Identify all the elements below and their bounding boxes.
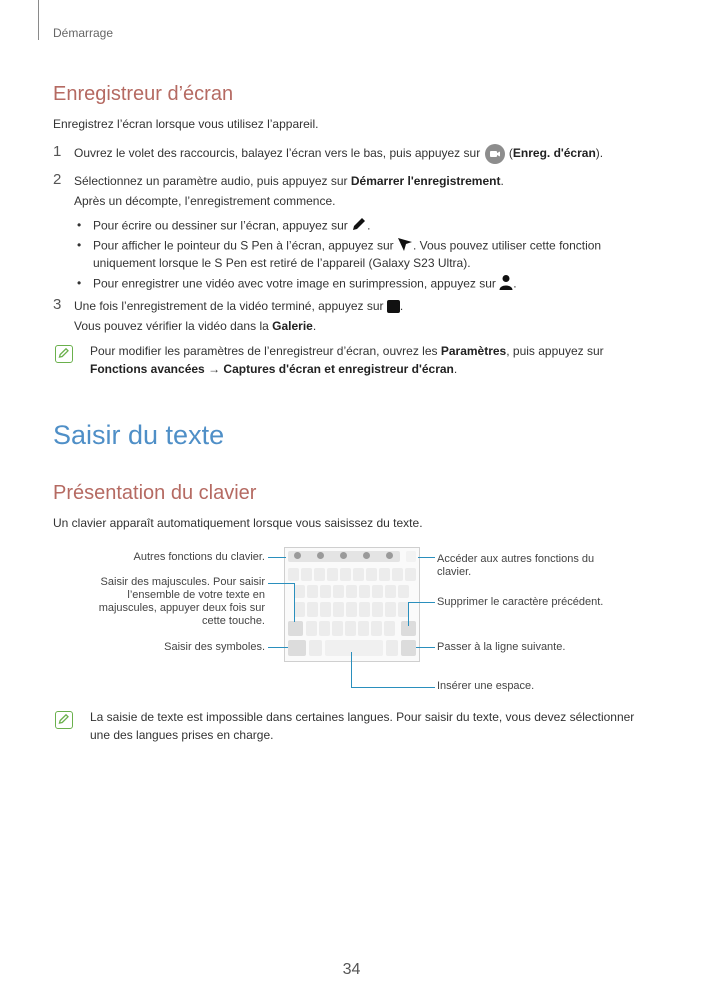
key xyxy=(307,602,318,617)
callout-more-functions: Autres fonctions du clavier. xyxy=(133,551,265,563)
key xyxy=(294,585,305,598)
key xyxy=(288,568,299,581)
callout-line xyxy=(418,557,435,558)
key xyxy=(319,621,330,636)
section-title-keyboard: Présentation du clavier xyxy=(53,482,257,504)
bullet-dot: • xyxy=(77,238,82,252)
callout-delete: Supprimer le caractère précédent. xyxy=(437,596,604,608)
key xyxy=(333,585,344,598)
key xyxy=(314,568,325,581)
step-1-bold: Enreg. d'écran xyxy=(512,146,596,161)
space-key xyxy=(325,640,383,656)
key xyxy=(384,621,395,636)
step-2-line2: Après un décompte, l’enregistrement commence. xyxy=(74,194,336,208)
key xyxy=(379,568,390,581)
key xyxy=(385,585,396,598)
screen-recorder-icon xyxy=(485,144,505,164)
symbols-key xyxy=(288,640,306,656)
step-3-line2: Vous pouvez vérifier la vidéo dans la Galerie. xyxy=(74,319,317,333)
bullet-dot: • xyxy=(77,218,82,232)
pen-icon xyxy=(351,216,367,237)
step-2-number: 2 xyxy=(53,171,62,188)
callout-line xyxy=(268,583,294,584)
bullet-draw: Pour écrire ou dessiner sur l’écran, appuyez sur . xyxy=(93,216,370,237)
step-1: Ouvrez le volet des raccourcis, balayez l’écran vers le bas, puis appuyez sur (Enreg. d'écran). xyxy=(74,144,603,164)
enter-key xyxy=(401,640,416,656)
callout-line xyxy=(408,602,409,626)
stop-icon xyxy=(387,300,400,313)
callout-newline: Passer à la ligne suivante. xyxy=(437,641,566,653)
note-icon xyxy=(55,345,73,363)
step-2-bold: Démarrer l'enregistrement xyxy=(350,174,501,188)
key xyxy=(386,640,398,656)
note-settings-line2: Fonctions avancées → Captures d'écran et enregistreur d'écran. xyxy=(90,362,458,376)
key xyxy=(333,602,344,617)
keyboard-intro: Un clavier apparaît automatiquement lorsque vous saisissez du texte. xyxy=(53,516,423,530)
key xyxy=(346,602,357,617)
key xyxy=(320,585,331,598)
key xyxy=(359,602,370,617)
note-icon xyxy=(55,711,73,729)
callout-line xyxy=(294,583,295,622)
callout-line xyxy=(408,602,435,603)
bullet-pointer: Pour afficher le pointeur du S Pen à l’écran, appuyez sur . Vous pouvez utiliser cette fonction xyxy=(93,236,601,257)
header-rule xyxy=(38,0,39,40)
person-icon xyxy=(499,274,513,295)
running-header: Démarrage xyxy=(53,26,114,40)
step-2: Sélectionnez un paramètre audio, puis appuyez sur Démarrer l'enregistrement. xyxy=(74,174,504,188)
section-title-screen-recorder: Enregistreur d’écran xyxy=(53,83,234,105)
bullet-pointer-line2: uniquement lorsque le S Pen est retiré de l’appareil (Galaxy S23 Ultra). xyxy=(93,256,471,270)
callout-line xyxy=(268,647,288,648)
step-1-text: Ouvrez le volet des raccourcis, balayez l’écran vers le bas, puis appuyez sur xyxy=(74,146,481,161)
key xyxy=(405,568,416,581)
bullet-dot: • xyxy=(77,276,82,290)
toolbar-icon xyxy=(294,552,301,559)
key xyxy=(398,585,409,598)
callout-line xyxy=(351,687,435,688)
key xyxy=(366,568,377,581)
step-3: Une fois l’enregistrement de la vidéo terminé, appuyez sur . xyxy=(74,299,404,313)
key xyxy=(332,621,343,636)
callout-line xyxy=(268,557,286,558)
key xyxy=(371,621,382,636)
key xyxy=(358,621,369,636)
key xyxy=(385,602,396,617)
key xyxy=(301,568,312,581)
key xyxy=(309,640,322,656)
note-settings: Pour modifier les paramètres de l’enregistreur d’écran, ouvrez les Paramètres, puis appuyez sur xyxy=(90,344,604,358)
screen-recorder-intro: Enregistrez l’écran lorsque vous utilisez l’appareil. xyxy=(53,117,319,131)
key xyxy=(340,568,351,581)
key xyxy=(306,621,317,636)
keyboard-keys xyxy=(284,547,420,662)
callout-line xyxy=(351,652,352,687)
note-languages: La saisie de texte est impossible dans certaines langues. Pour saisir du texte, vous devez sélectionner xyxy=(90,710,635,724)
shift-key xyxy=(288,621,303,636)
chapter-title: Saisir du texte xyxy=(53,420,225,450)
callout-access-more: Accéder aux autres fonctions du clavier. xyxy=(437,553,595,578)
callout-symbols: Saisir des symboles. xyxy=(164,641,265,653)
key xyxy=(372,585,383,598)
toolbar-icon xyxy=(386,552,393,559)
key xyxy=(307,585,318,598)
step-3-number: 3 xyxy=(53,296,62,313)
key xyxy=(346,585,357,598)
key xyxy=(353,568,364,581)
page-number: 34 xyxy=(342,961,361,978)
callout-caps: Saisir des majuscules. Pour saisir l’ensemble de votre texte en majuscules, appuyer deux fois sur cette touche. xyxy=(98,576,265,627)
key xyxy=(392,568,403,581)
key xyxy=(372,602,383,617)
note-languages-line2: une des langues prises en charge. xyxy=(90,728,274,742)
key xyxy=(320,602,331,617)
key xyxy=(327,568,338,581)
key xyxy=(359,585,370,598)
key xyxy=(294,602,305,617)
key xyxy=(345,621,356,636)
callout-space: Insérer une espace. xyxy=(437,680,535,692)
step-1-number: 1 xyxy=(53,143,62,160)
toolbar-icon xyxy=(363,552,370,559)
callout-line xyxy=(416,647,435,648)
toolbar-icon xyxy=(317,552,324,559)
bullet-overlay: Pour enregistrer une vidéo avec votre image en surimpression, appuyez sur . xyxy=(93,274,517,295)
toolbar-icon xyxy=(340,552,347,559)
